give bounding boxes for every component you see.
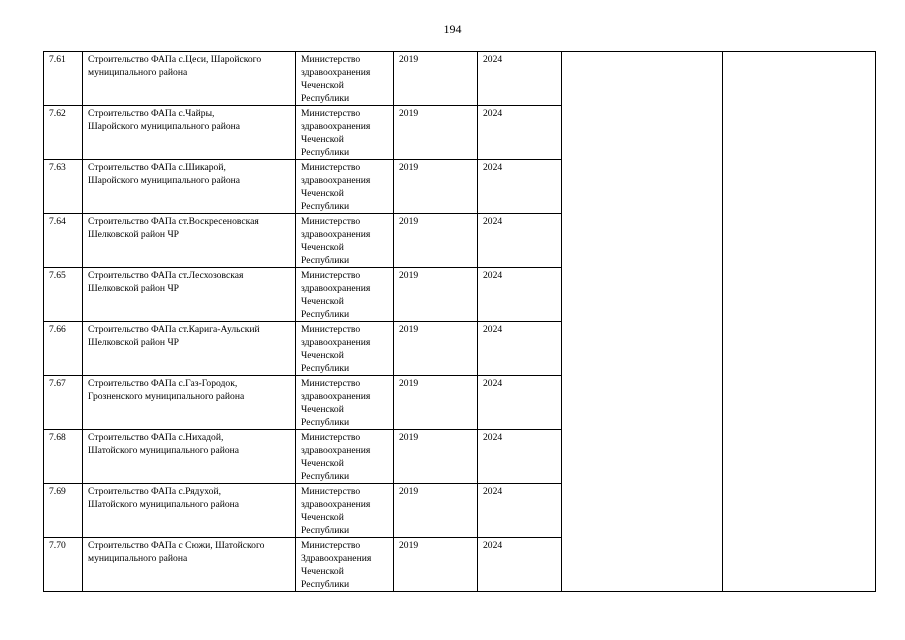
project-name-line: Строительство ФАПа ст.Воскресеновская bbox=[88, 216, 259, 227]
responsible-organization-line: Республики bbox=[301, 309, 350, 320]
responsible-organization-line: здравоохранения bbox=[301, 391, 371, 402]
responsible-organization-line: Министерство bbox=[301, 54, 361, 65]
responsible-organization bbox=[296, 52, 394, 106]
responsible-organization-line: Министерство bbox=[301, 432, 361, 443]
responsible-organization-line: Республики bbox=[301, 471, 350, 482]
end-year: 2024 bbox=[478, 322, 562, 376]
end-year: 2024 bbox=[478, 52, 562, 106]
end-year: 2024 bbox=[478, 214, 562, 268]
project-name-line: Строительство ФАПа с.Чайры, bbox=[88, 108, 215, 119]
project-name-line: муниципального района bbox=[88, 67, 188, 78]
row-number: 7.70 bbox=[44, 538, 83, 592]
program-table bbox=[43, 51, 876, 592]
responsible-organization-line: Республики bbox=[301, 93, 350, 104]
responsible-organization-line: Чеченской bbox=[301, 350, 344, 361]
project-name-line: Строительство ФАПа с.Нихадой, bbox=[88, 432, 224, 443]
start-year: 2019 bbox=[394, 376, 478, 430]
project-name-line: Шатойского муниципального района bbox=[88, 499, 240, 510]
project-name-line: Строительство ФАПа с.Шикарой, bbox=[88, 162, 226, 173]
responsible-organization bbox=[296, 430, 394, 484]
responsible-organization-line: Чеченской bbox=[301, 296, 344, 307]
start-year: 2019 bbox=[394, 160, 478, 214]
responsible-organization-line: Министерство bbox=[301, 324, 361, 335]
row-number: 7.64 bbox=[44, 214, 83, 268]
responsible-organization-line: Республики bbox=[301, 525, 350, 536]
row-number: 7.65 bbox=[44, 268, 83, 322]
start-year: 2019 bbox=[394, 484, 478, 538]
responsible-organization-line: Чеченской bbox=[301, 512, 344, 523]
project-name bbox=[83, 484, 296, 538]
responsible-organization bbox=[296, 214, 394, 268]
responsible-organization-line: здравоохранения bbox=[301, 337, 371, 348]
start-year: 2019 bbox=[394, 106, 478, 160]
project-name-line: Шелковской район ЧР bbox=[88, 229, 180, 240]
project-name-line: Шатойского муниципального района bbox=[88, 445, 240, 456]
project-name bbox=[83, 214, 296, 268]
responsible-organization-line: Республики bbox=[301, 201, 350, 212]
start-year: 2019 bbox=[394, 52, 478, 106]
empty-cell bbox=[723, 52, 876, 592]
responsible-organization-line: здравоохранения bbox=[301, 175, 371, 186]
end-year: 2024 bbox=[478, 376, 562, 430]
responsible-organization-line: Республики bbox=[301, 363, 350, 374]
project-name-line: Строительство ФАПа с.Рядухой, bbox=[88, 486, 221, 497]
project-name bbox=[83, 430, 296, 484]
project-name-line: Строительство ФАПа с Сюжи, Шатойского bbox=[88, 540, 265, 551]
table-body bbox=[44, 52, 876, 592]
project-name-line: Шаройского муниципального района bbox=[88, 121, 241, 132]
responsible-organization-line: Чеченской bbox=[301, 242, 344, 253]
responsible-organization-line: Министерство bbox=[301, 540, 361, 551]
project-name-line: Строительство ФАПа с.Газ-Городок, bbox=[88, 378, 238, 389]
responsible-organization-line: Республики bbox=[301, 255, 350, 266]
end-year: 2024 bbox=[478, 268, 562, 322]
responsible-organization-line: Министерство bbox=[301, 108, 361, 119]
end-year: 2024 bbox=[478, 430, 562, 484]
page-number: 194 bbox=[443, 22, 462, 36]
responsible-organization-line: Чеченской bbox=[301, 80, 344, 91]
responsible-organization-line: Чеченской bbox=[301, 188, 344, 199]
row-number: 7.66 bbox=[44, 322, 83, 376]
project-name bbox=[83, 376, 296, 430]
end-year: 2024 bbox=[478, 538, 562, 592]
responsible-organization-line: Чеченской bbox=[301, 458, 344, 469]
start-year: 2019 bbox=[394, 538, 478, 592]
responsible-organization bbox=[296, 268, 394, 322]
responsible-organization-line: Республики bbox=[301, 579, 350, 590]
start-year: 2019 bbox=[394, 268, 478, 322]
end-year: 2024 bbox=[478, 106, 562, 160]
project-name bbox=[83, 268, 296, 322]
responsible-organization-line: Министерство bbox=[301, 378, 361, 389]
responsible-organization-line: Здравоохранения bbox=[301, 553, 372, 564]
responsible-organization-line: Министерство bbox=[301, 216, 361, 227]
row-number: 7.67 bbox=[44, 376, 83, 430]
project-name-line: Шаройского муниципального района bbox=[88, 175, 241, 186]
end-year: 2024 bbox=[478, 160, 562, 214]
responsible-organization bbox=[296, 160, 394, 214]
responsible-organization-line: Министерство bbox=[301, 270, 361, 281]
row-number: 7.69 bbox=[44, 484, 83, 538]
responsible-organization-line: здравоохранения bbox=[301, 499, 371, 510]
project-name-line: Грозненского муниципального района bbox=[88, 391, 245, 402]
project-name-line: Шелковской район ЧР bbox=[88, 337, 180, 348]
responsible-organization-line: Республики bbox=[301, 417, 350, 428]
empty-cell bbox=[562, 52, 723, 592]
responsible-organization-line: здравоохранения bbox=[301, 445, 371, 456]
start-year: 2019 bbox=[394, 214, 478, 268]
project-name-line: Строительство ФАПа с.Цеси, Шаройского bbox=[88, 54, 262, 65]
project-name bbox=[83, 160, 296, 214]
responsible-organization-line: Министерство bbox=[301, 486, 361, 497]
responsible-organization bbox=[296, 376, 394, 430]
project-name bbox=[83, 52, 296, 106]
responsible-organization-line: Чеченской bbox=[301, 134, 344, 145]
row-number: 7.61 bbox=[44, 52, 83, 106]
responsible-organization bbox=[296, 538, 394, 592]
project-name-line: Строительство ФАПа ст.Карига-Аульский bbox=[88, 324, 260, 335]
project-name-line: муниципального района bbox=[88, 553, 188, 564]
project-name-line: Шелковской район ЧР bbox=[88, 283, 180, 294]
responsible-organization-line: Республики bbox=[301, 147, 350, 158]
responsible-organization-line: здравоохранения bbox=[301, 229, 371, 240]
responsible-organization-line: Чеченской bbox=[301, 566, 344, 577]
row-number: 7.63 bbox=[44, 160, 83, 214]
responsible-organization-line: здравоохранения bbox=[301, 121, 371, 132]
start-year: 2019 bbox=[394, 430, 478, 484]
end-year: 2024 bbox=[478, 484, 562, 538]
row-number: 7.68 bbox=[44, 430, 83, 484]
project-name bbox=[83, 538, 296, 592]
responsible-organization-line: Министерство bbox=[301, 162, 361, 173]
responsible-organization bbox=[296, 322, 394, 376]
start-year: 2019 bbox=[394, 322, 478, 376]
responsible-organization bbox=[296, 106, 394, 160]
row-number: 7.62 bbox=[44, 106, 83, 160]
project-name bbox=[83, 106, 296, 160]
responsible-organization-line: здравоохранения bbox=[301, 67, 371, 78]
table-row bbox=[44, 52, 876, 106]
responsible-organization bbox=[296, 484, 394, 538]
responsible-organization-line: Чеченской bbox=[301, 404, 344, 415]
project-name bbox=[83, 322, 296, 376]
project-name-line: Строительство ФАПа ст.Лесхозовская bbox=[88, 270, 244, 281]
responsible-organization-line: здравоохранения bbox=[301, 283, 371, 294]
